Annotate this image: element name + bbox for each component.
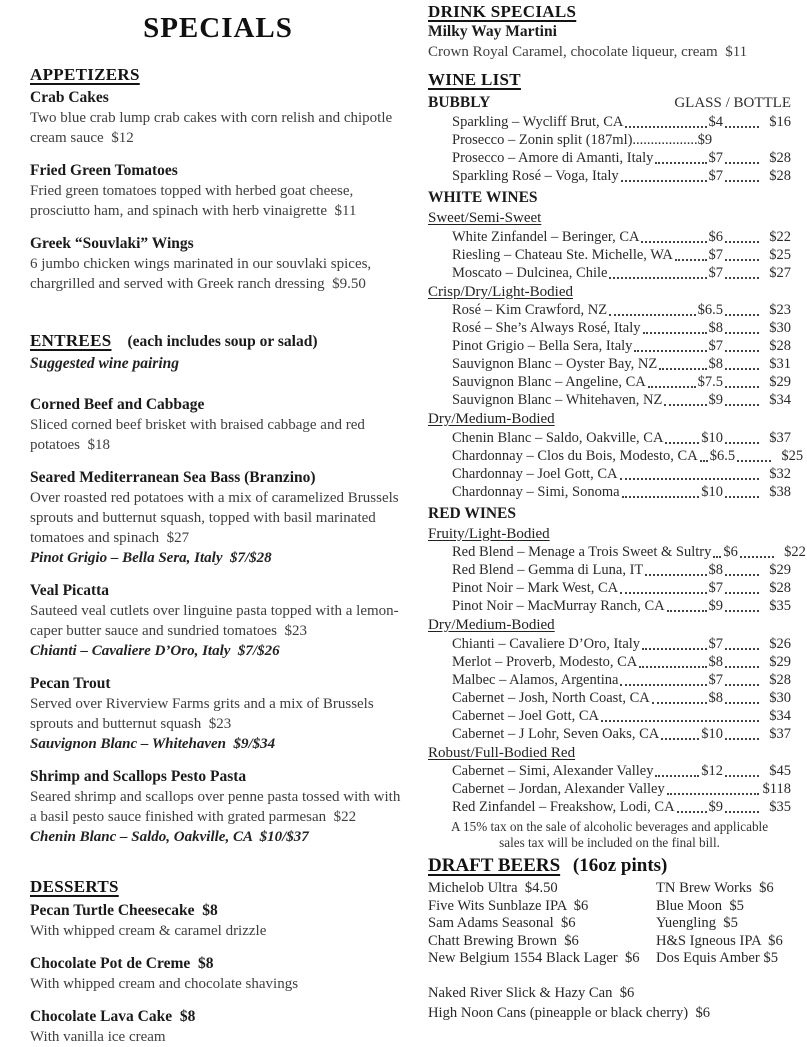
wine-row: [428, 113, 791, 131]
wine-bottle-price: $35: [769, 799, 791, 815]
item-name: Veal Picatta: [30, 582, 110, 599]
wine-list-header: WINE LIST: [428, 70, 521, 89]
draft-beers-header: DRAFT BEERS: [428, 855, 561, 876]
wine-bottle-price: $23: [769, 302, 791, 318]
wine-name: Pinot Grigio – Bella Sera, Italy: [452, 338, 633, 354]
dot-leader: [655, 162, 706, 164]
wine-bottle-price: $26: [769, 635, 791, 652]
wine-bottle-price: $35: [769, 598, 791, 614]
wine-row: [428, 373, 791, 391]
item-description: Two blue crab lump crab cakes with corn relish and chipotle cream sauce $12: [30, 110, 396, 146]
wine-glass-price: $7: [708, 635, 723, 652]
beer-item: Dos Equis Amber $5: [656, 950, 779, 967]
wine-subgroup-label: Dry/Medium-Bodied: [428, 411, 555, 427]
wine-subgroup-label: Sweet/Semi-Sweet: [428, 210, 542, 226]
item-wine-pairing: Chianti – Cavaliere D’Oro, Italy $7/$26: [30, 643, 280, 659]
wine-glass-price: $9: [708, 598, 723, 614]
wine-glass-price: $8: [708, 653, 723, 670]
wine-row: [428, 391, 791, 409]
right-column: [428, 2, 806, 1021]
item-wine-pairing: Pinot Grigio – Bella Sera, Italy $7/$28: [30, 550, 272, 566]
wine-row: [428, 762, 791, 780]
wine-row: [428, 131, 791, 149]
wine-bottle-price: $30: [769, 320, 791, 336]
dot-leader: [737, 460, 771, 462]
wine-glass-price: $12: [701, 763, 723, 779]
dot-leader: [725, 277, 759, 279]
wine-name: White Zinfandel – Beringer, CA: [452, 228, 640, 245]
wine-row: [428, 228, 791, 246]
wine-glass-price: $10: [701, 725, 723, 742]
wine-name: Sparkling Rosé – Voga, Italy: [452, 168, 619, 184]
wine-glass-price: $8: [708, 562, 723, 578]
item-wine-pairing: Chenin Blanc – Saldo, Oakville, CA $10/$37: [30, 829, 309, 845]
dot-leader: [655, 775, 699, 777]
wine-bottle-price: $31: [769, 356, 791, 372]
wine-glass-price: $7: [708, 246, 723, 263]
draft-beers-size-note: (16oz pints): [572, 855, 668, 876]
wine-bottle-price: $37: [769, 429, 791, 446]
wine-name: Pinot Noir – Mark West, CA: [452, 580, 619, 596]
dot-leader: [667, 610, 707, 612]
wine-category-label: BUBBLY: [428, 94, 491, 111]
drink-specials-header: DRINK SPECIALS: [428, 2, 577, 21]
item-name: Chocolate Pot de Creme $8: [30, 955, 214, 972]
dot-leader: [725, 666, 759, 668]
wine-category-row: [428, 93, 791, 113]
wine-row: [428, 301, 791, 319]
item-name: Fried Green Tomatoes: [30, 162, 178, 179]
wine-name: Chianti – Cavaliere D’Oro, Italy: [452, 635, 641, 652]
wine-bottle-price: $29: [769, 562, 791, 578]
wine-row: [428, 337, 791, 355]
dot-leader: [725, 610, 759, 612]
wine-glass-price: $7: [708, 580, 723, 596]
beer-item: Sam Adams Seasonal $6: [428, 915, 576, 932]
dot-leader: [620, 478, 759, 480]
wine-subgroup-label: Dry/Medium-Bodied: [428, 617, 555, 633]
beer-item: Yuengling $5: [656, 915, 738, 932]
beer-item: TN Brew Works $6: [656, 880, 774, 896]
wine-glass-price: $10: [701, 483, 723, 500]
wine-name: Prosecco – Zonin split (187ml)..................: [452, 132, 698, 148]
wine-bottle-price: $34: [769, 392, 791, 408]
wine-name: Riesling – Chateau Ste. Michelle, WA: [452, 246, 673, 263]
wine-glass-price: $7: [708, 671, 723, 688]
menu-item: [30, 88, 406, 148]
dot-leader: [700, 460, 708, 462]
wine-bottle-price: $28: [769, 580, 791, 596]
dot-leader: [725, 702, 759, 704]
menu-item: [30, 767, 406, 847]
item-name: Greek “Souvlaki” Wings: [30, 235, 194, 252]
dot-leader: [725, 332, 759, 334]
wine-bottle-price: $118: [762, 781, 791, 797]
dot-leader: [725, 684, 759, 686]
dot-leader: [634, 350, 706, 352]
wine-bottle-price: $29: [769, 653, 791, 670]
drink-specials-section: [428, 2, 791, 62]
wine-subgroup-label: Crisp/Dry/Light-Bodied: [428, 283, 573, 300]
desserts-list: [30, 901, 406, 1047]
item-name: Milky Way Martini: [428, 23, 557, 40]
dot-leader: [725, 442, 759, 444]
dot-leader: [601, 720, 759, 722]
item-description: With whipped cream and chocolate shavings: [30, 976, 299, 992]
dot-leader: [713, 556, 721, 558]
wine-bottle-price: $28: [769, 168, 791, 184]
beer-item: Chatt Brewing Brown $6: [428, 932, 579, 949]
wine-category-label: WHITE WINES: [428, 189, 538, 206]
item-description: Sauteed veal cutlets over linguine pasta topped with a lemon-caper butter sauce and sundried tomatoes $23: [30, 603, 399, 639]
wine-bottle-price: $29: [769, 374, 791, 390]
wine-name: Cabernet – Simi, Alexander Valley: [452, 763, 654, 779]
item-description: Seared shrimp and scallops over penne pasta tossed with with a basil pesto sauce finished with grated parmesan $22: [30, 789, 405, 825]
wine-bottle-price: $25: [769, 246, 791, 263]
dot-leader: [652, 702, 707, 704]
dot-leader: [677, 811, 707, 813]
wine-name: Rosé – Kim Crawford, NZ: [452, 302, 608, 318]
appetizers-list: [30, 88, 406, 294]
appetizers-header: APPETIZERS: [30, 65, 140, 84]
wine-glass-price: $6.5: [709, 447, 736, 464]
wine-glass-price: $6.5: [697, 302, 723, 318]
page-title: SPECIALS: [143, 12, 293, 44]
wine-bottle-price: $27: [769, 264, 791, 281]
dot-leader: [639, 666, 706, 668]
wine-bottle-price: $25: [781, 447, 804, 464]
wine-glass-price: $7: [708, 150, 723, 166]
beer-item: Naked River Slick & Hazy Can $6: [428, 984, 635, 1001]
item-description: Crown Royal Caramel, chocolate liqueur, cream $11: [428, 44, 748, 60]
entrees-header: ENTREES: [30, 331, 112, 350]
desserts-section: [30, 877, 406, 1047]
wine-row: [428, 149, 791, 167]
dot-leader: [725, 648, 759, 650]
wine-bottle-price: $32: [769, 465, 791, 482]
wine-name: Sparkling – Wycliff Brut, CA: [452, 114, 624, 130]
wine-bottle-price: $16: [769, 114, 791, 130]
dot-leader: [725, 126, 759, 128]
item-name: Shrimp and Scallops Pesto Pasta: [30, 768, 247, 785]
dot-leader: [625, 126, 706, 128]
wine-row: [428, 355, 791, 373]
wine-name: Cabernet – Josh, North Coast, CA: [452, 689, 650, 706]
dot-leader: [645, 574, 706, 576]
wine-name: Red Blend – Menage a Trois Sweet & Sultry: [452, 544, 712, 560]
wine-row: [428, 671, 791, 689]
wine-subgroup-label: Fruity/Light-Bodied: [428, 525, 550, 542]
wine-glass-price: $9: [708, 799, 723, 815]
wine-name: Chardonnay – Clos du Bois, Modesto, CA: [452, 447, 698, 464]
dot-leader: [659, 368, 706, 370]
wine-glass-price: $8: [708, 689, 723, 706]
beer-item: Michelob Ultra $4.50: [428, 880, 558, 896]
wine-category-label: RED WINES: [428, 504, 517, 522]
dot-leader: [725, 574, 759, 576]
item-description: With whipped cream & caramel drizzle: [30, 923, 267, 939]
menu-item: [30, 1007, 406, 1047]
dot-leader: [642, 648, 706, 650]
dot-leader: [725, 811, 759, 813]
wine-rows: [428, 762, 791, 816]
item-description: With vanilla ice cream: [30, 1029, 166, 1045]
dot-leader: [725, 180, 759, 182]
wine-category-row: [428, 504, 791, 524]
wine-category-row: [428, 188, 791, 208]
wine-name: Pinot Noir – MacMurray Ranch, CA: [452, 598, 665, 614]
wine-name: Sauvignon Blanc – Whitehaven, NZ: [452, 392, 663, 408]
wine-bottle-price: $38: [769, 483, 791, 500]
beer-item: Five Wits Sunblaze IPA $6: [428, 897, 589, 914]
dot-leader: [648, 386, 696, 388]
wine-row: [428, 561, 791, 579]
dot-leader: [641, 241, 706, 243]
wine-row: [428, 429, 791, 447]
menu-item: [30, 954, 406, 994]
dot-leader: [643, 332, 707, 334]
wine-row: [428, 246, 791, 264]
wine-name: Chardonnay – Joel Gott, CA: [452, 465, 618, 482]
wine-bottle-price: $45: [769, 763, 791, 779]
menu-item: [30, 581, 406, 661]
wine-glass-price: $8: [708, 356, 723, 372]
wine-row: [428, 725, 791, 743]
wine-subgroup-label: Robust/Full-Bodied Red: [428, 744, 576, 761]
menu-item: [30, 901, 406, 941]
left-column: [30, 2, 406, 1045]
wine-row: [428, 483, 791, 501]
beer-item: New Belgium 1554 Black Lager $6: [428, 950, 640, 967]
item-name: Pecan Turtle Cheesecake $8: [30, 902, 218, 919]
beer-columns: [428, 880, 791, 968]
beer-item: High Noon Cans (pineapple or black cherry) $6: [428, 1004, 711, 1021]
wine-list-section: [428, 70, 806, 851]
menu-item: [428, 22, 791, 62]
menu-item: [30, 161, 406, 221]
wine-name: Cabernet – Joel Gott, CA: [452, 707, 599, 724]
wine-name: Red Zinfandel – Freakshow, Lodi, CA: [452, 799, 675, 815]
beer-column-right: [656, 880, 791, 968]
wine-bottle-price: $22: [769, 228, 791, 245]
dot-leader: [664, 404, 706, 406]
item-name: Corned Beef and Cabbage: [30, 396, 205, 413]
wine-rows: [428, 635, 791, 743]
wine-row: [428, 635, 791, 653]
item-name: Crab Cakes: [30, 89, 109, 106]
wine-glass-price: $10: [701, 429, 723, 446]
entrees-section: [30, 330, 406, 847]
wine-name: Moscato – Dulcinea, Chile: [452, 264, 608, 281]
wine-subgroups: [428, 209, 804, 501]
desserts-header: DESSERTS: [30, 877, 119, 896]
wine-glass-price: $9: [708, 392, 723, 408]
wine-glass-price: $7.5: [697, 374, 723, 390]
entrees-list: [30, 395, 406, 847]
wine-name: Rosé – She’s Always Rosé, Italy: [452, 320, 641, 336]
wine-glass-price: $6: [723, 544, 738, 560]
dot-leader: [725, 350, 759, 352]
wine-row: [428, 264, 791, 282]
wine-glass-price: $6: [708, 228, 723, 245]
dot-leader: [622, 496, 700, 498]
wine-row: [428, 689, 791, 707]
wine-row: [428, 543, 806, 561]
wine-row: [428, 447, 804, 465]
item-name: Chocolate Lava Cake $8: [30, 1008, 196, 1025]
wine-row: [428, 465, 791, 483]
dot-leader: [621, 180, 707, 182]
item-description: Over roasted red potatoes with a mix of caramelized Brussels sprouts and butternut squash, topped with basil marinated tomatoes and spinach $27: [30, 490, 403, 546]
dot-leader: [725, 404, 759, 406]
item-description: Served over Riverview Farms grits and a mix of Brussels sprouts and butternut squash $23: [30, 696, 378, 732]
beer-extras-list: [428, 983, 791, 1023]
wine-bottle-price: $28: [769, 338, 791, 354]
item-description: Sliced corned beef brisket with braised cabbage and red potatoes $18: [30, 417, 369, 453]
item-wine-pairing: Sauvignon Blanc – Whitehaven $9/$34: [30, 736, 276, 752]
dot-leader: [675, 259, 707, 261]
wine-bottle-price: $28: [769, 671, 791, 688]
item-description: Fried green tomatoes topped with herbed goat cheese, prosciutto ham, and spinach with herb vinaigrette $11: [30, 183, 357, 219]
wine-name: Chenin Blanc – Saldo, Oakville, CA: [452, 429, 664, 446]
wine-name: Malbec – Alamos, Argentina: [452, 671, 619, 688]
draft-beers-header-row: [428, 855, 791, 877]
beer-item: Blue Moon $5: [656, 897, 744, 914]
item-description: 6 jumbo chicken wings marinated in our souvlaki spices, chargrilled and served with Greek ranch dressing $9.50: [30, 256, 375, 292]
dot-leader: [740, 556, 774, 558]
wine-name: Cabernet – J Lohr, Seven Oaks, CA: [452, 725, 660, 742]
dot-leader: [667, 793, 759, 795]
dot-leader: [725, 386, 759, 388]
dot-leader: [620, 684, 706, 686]
dot-leader: [725, 162, 759, 164]
wine-glass-price: $9: [697, 132, 713, 148]
entrees-note: (each includes soup or salad): [127, 333, 318, 350]
wine-name: Sauvignon Blanc – Oyster Bay, NZ: [452, 356, 658, 372]
wine-pairing-note: Suggested wine pairing: [30, 355, 179, 372]
alcohol-tax-note: A 15% tax on the sale of alcoholic beverages and applicable sales tax will be included on the final bill.: [450, 819, 769, 850]
item-name: Seared Mediterranean Sea Bass (Branzino): [30, 469, 316, 486]
beer-item: H&S Igneous IPA $6: [656, 932, 783, 949]
wine-glass-price: $7: [708, 264, 723, 281]
draft-beers-section: [428, 855, 791, 1023]
dot-leader: [725, 496, 759, 498]
dot-leader: [620, 592, 706, 594]
dot-leader: [725, 368, 759, 370]
dot-leader: [725, 592, 759, 594]
menu-item: [30, 395, 406, 455]
wine-row: [428, 579, 791, 597]
wine-name: Red Blend – Gemma di Luna, IT: [452, 562, 644, 578]
wine-name: Sauvignon Blanc – Angeline, CA: [452, 374, 646, 390]
wine-row: [428, 780, 791, 798]
wine-rows: [428, 429, 804, 501]
wine-bottle-price: $34: [769, 707, 791, 724]
wine-rows: [428, 543, 806, 615]
wine-glass-price: $7: [708, 338, 723, 354]
wine-bottle-price: $22: [784, 544, 806, 560]
entrees-header-row: [30, 330, 406, 353]
dot-leader: [725, 259, 759, 261]
dot-leader: [665, 442, 699, 444]
wine-row: [428, 319, 791, 337]
dot-leader: [725, 314, 759, 316]
wine-row: [428, 798, 791, 816]
wine-subgroups: [428, 113, 791, 185]
menu-item: [30, 468, 406, 568]
wine-row: [428, 597, 791, 615]
appetizers-section: [30, 65, 406, 294]
wine-rows: [428, 228, 791, 282]
wine-row: [428, 707, 791, 725]
dot-leader: [661, 738, 699, 740]
item-name: Pecan Trout: [30, 675, 111, 692]
wine-subgroups: [428, 525, 806, 817]
wine-name: Cabernet – Jordan, Alexander Valley: [452, 781, 665, 797]
menu-item: [30, 234, 406, 294]
beer-column-left: [428, 880, 656, 968]
wine-bottle-price: $30: [769, 689, 791, 706]
dot-leader: [609, 277, 706, 279]
glass-bottle-header: GLASS / BOTTLE: [674, 95, 791, 111]
menu-item: [30, 674, 406, 754]
wine-bottle-price: $37: [769, 725, 791, 742]
wine-name: Prosecco – Amore di Amanti, Italy: [452, 150, 654, 166]
wine-row: [428, 167, 791, 185]
wine-sections: [428, 93, 806, 816]
dot-leader: [725, 775, 759, 777]
dot-leader: [725, 241, 759, 243]
wine-rows: [428, 301, 791, 409]
dot-leader: [609, 314, 696, 316]
wine-bottle-price: $28: [769, 150, 791, 166]
wine-name: Merlot – Proverb, Modesto, CA: [452, 653, 638, 670]
wine-glass-price: $7: [708, 168, 723, 184]
wine-name: Chardonnay – Simi, Sonoma: [452, 483, 620, 500]
wine-glass-price: $4: [708, 114, 723, 130]
wine-row: [428, 653, 791, 671]
wine-rows: [428, 113, 791, 185]
dot-leader: [725, 738, 759, 740]
wine-glass-price: $8: [708, 320, 723, 336]
